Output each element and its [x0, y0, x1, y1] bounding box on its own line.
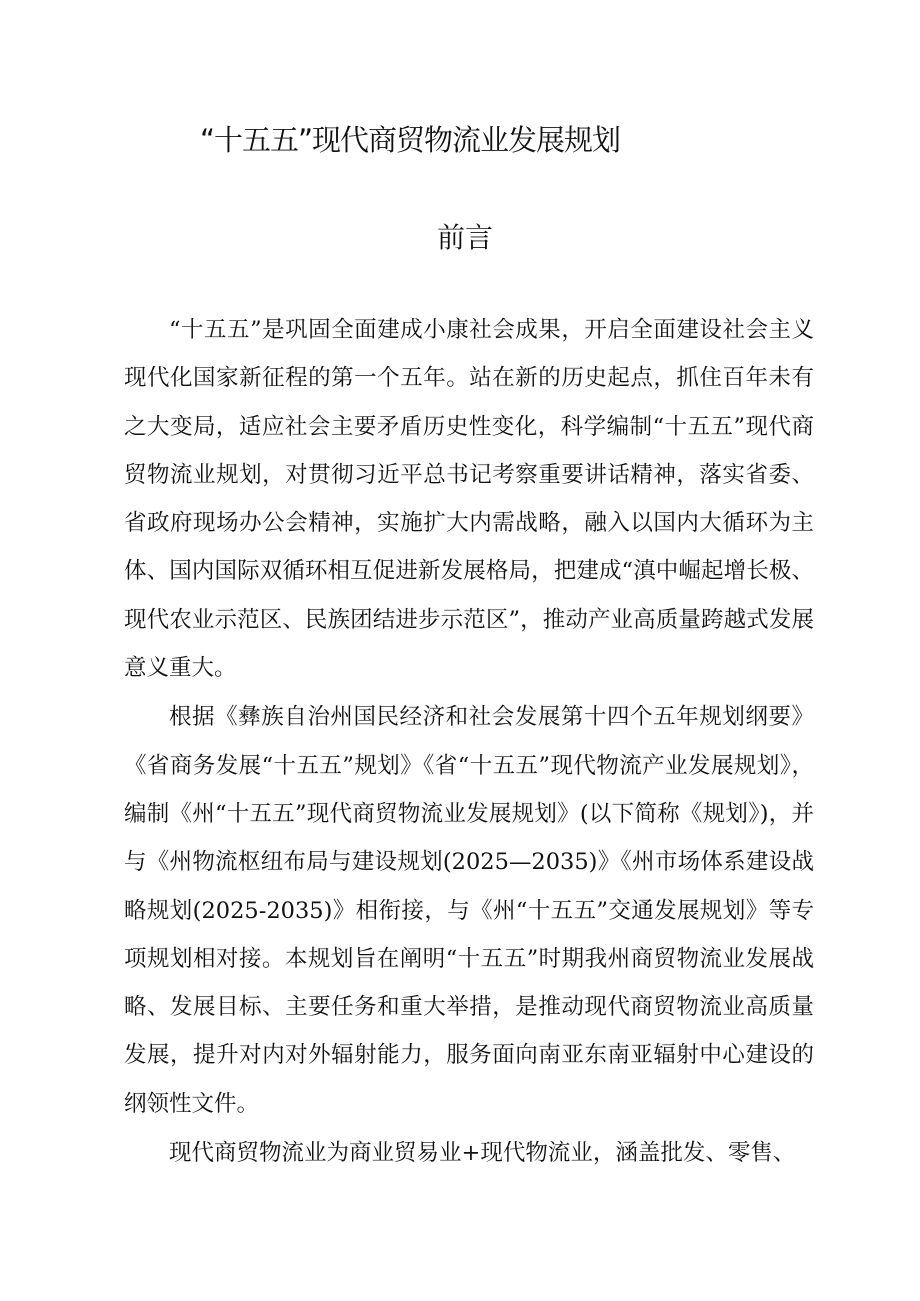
- paragraph-definition: 现代商贸物流业为商业贸易业+现代物流业，涵盖批发、零售、: [169, 1140, 796, 1167]
- document-body: [124, 306, 814, 1178]
- paragraph-intro: “十五五”是巩固全面建成小康社会成果，开启全面建设社会主义现代化国家新征程的第一个五年。站在新的历史起点，抓住百年未有之大变局，适应社会主要矛盾历史性变化，科学编制“十五五”现代商贸物流业规划，对贯彻习近平总书记考察重要讲话精神，落实省委、省政府现场办公会精神，实施扩大内需战略，融入以国内大循环为主体、国内国际双循环相互促进新发展格局，把建成“滇中崛起增长极、现代农业示范区、民族团结进步示范区”，推动产业高质量跨越式发展意义重大。: [124, 317, 814, 682]
- document-title: “十五五”现代商贸物流业发展规划: [200, 123, 621, 157]
- paragraph-basis: 根据《彝族自治州国民经济和社会发展第十四个五年规划纲要》《省商务发展“十五五”规划》《省“十五五”现代物流产业发展规划》，编制《州“十五五”现代商贸物流业发展规划》(以下简称《规划》)，并与《州物流枢纽布局与建设规划(2025—2035)》《州市场体系建设战略规划(2025-2035)》相衔接，与《州“十五五”交通发展规划》等专项规划相对接。本规划旨在阐明“十五五”时期我州商贸物流业发展战略、发展目标、主要任务和重大举措，是推动现代商贸物流业高质量发展，提升对内对外辐射能力，服务面向南亚东南亚辐射中心建设的纲领性文件。: [124, 704, 814, 1117]
- section-heading: 前言: [436, 221, 493, 254]
